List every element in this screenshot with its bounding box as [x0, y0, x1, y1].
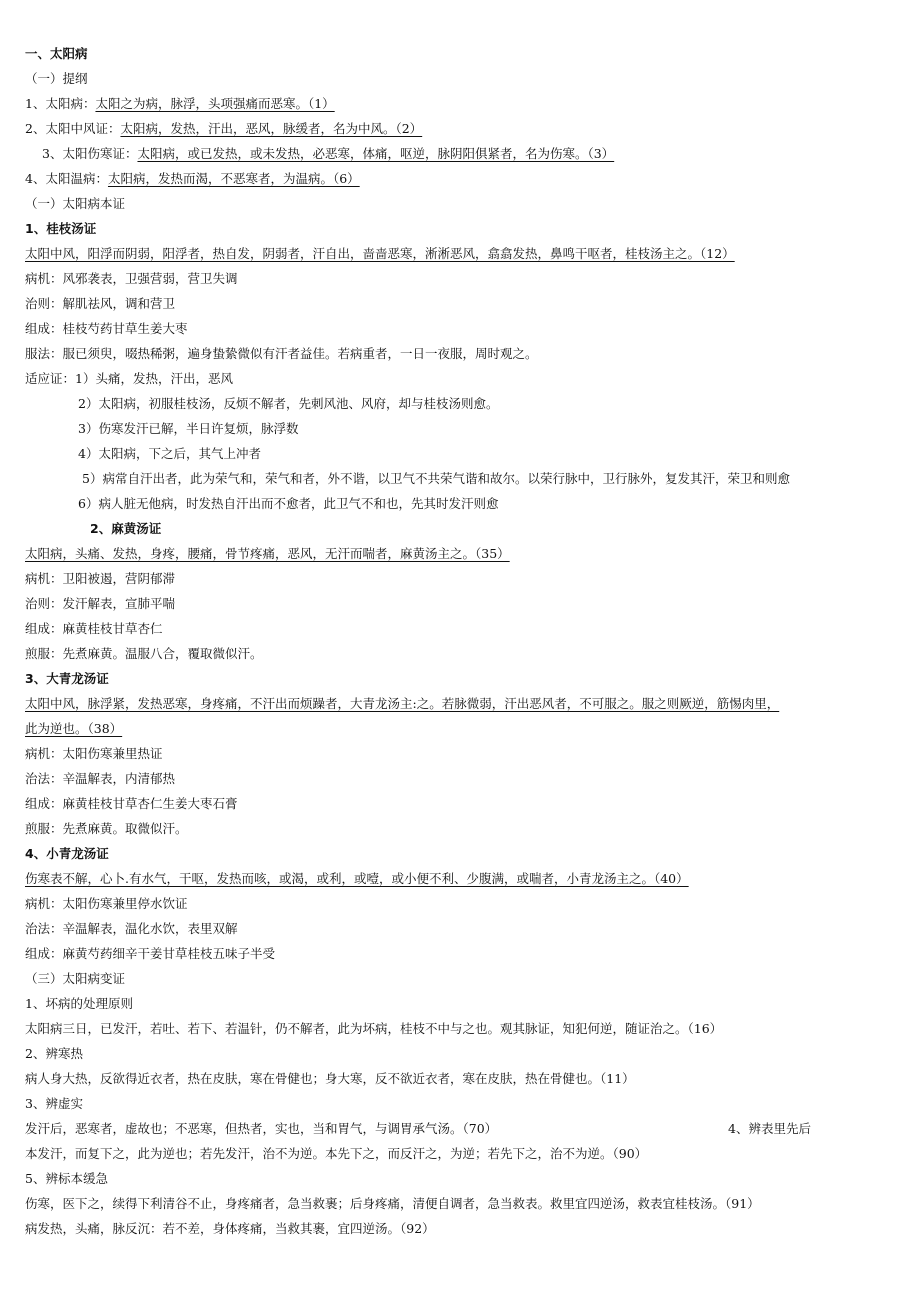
- paragraph-title-4: 4、辨表里先后: [728, 1121, 811, 1136]
- composition-text: 组成：麻黄桂枝甘草杏仁: [25, 621, 163, 636]
- treatment-method-text: 治法：辛温解表，温化水饮，表里双解: [25, 921, 238, 936]
- subsection-title-daqinglong: 3、大青龙汤证: [25, 671, 109, 686]
- composition-text: 组成：麻黄桂枝甘草杏仁生姜大枣石膏: [25, 796, 238, 811]
- subsection-title-guizhi: 1、桂枝汤证: [25, 221, 97, 236]
- outline-label: 1、太阳病：: [25, 96, 96, 111]
- indication-item-5: 5）病常自汗出者，此为荣气和，荣气和者，外不谐，以卫气不共荣气谐和故尔。以荣行脉中，卫行脉外，复发其汗，荣卫和则愈: [82, 471, 790, 486]
- paragraph-text-2: 病人身大热，反欲得近衣者，热在皮肤，寒在骨健也；身大寒，反不欲近衣者，寒在皮肤，热在骨健也。（11）: [25, 1071, 635, 1086]
- indication-label: 适应证：: [25, 371, 76, 386]
- outline-item-1: [25, 95, 335, 113]
- paragraph-title-3: 3、辨虚实: [25, 1096, 83, 1111]
- composition-text: 组成：麻黄芍药细辛干姜甘草桂枝五味子半受: [25, 946, 276, 961]
- section-heading-main-syndrome: （一）太阳病本证: [25, 196, 126, 211]
- outline-item-4: [25, 170, 360, 188]
- paragraph-text-4: 本发汗，而复下之，此为逆也；若先发汗，治不为逆。本先下之，而反汗之，为逆；若先下之，治不为逆。（90）: [25, 1146, 648, 1161]
- clause-text-xiaoqinglong: 伤寒表不解，心卜.有水气，干呕，发热而咳，或渴，或利，或噎，或小便不利、少腹满，或喘者，小青龙汤主之。（40）: [25, 871, 689, 886]
- outline-item-3: [42, 145, 614, 163]
- administration-text: 服法：服已须臾，啜热稀粥，遍身蛰絷微似有汗者益佳。若病重者，一日一夜服，周时观之。: [25, 346, 538, 361]
- treatment-principle-text: 治则：发汗解表，宣肺平喘: [25, 596, 176, 611]
- clause-text-daqinglong-line1: 太阳中风，脉浮紧，发热恶寒，身疼痛，不汗出而烦躁者，大青龙汤主:之。若脉微弱，汗出恶风者，不可服之。服之则厥逆，筋惕肉里，: [25, 696, 780, 711]
- outline-item-2: [25, 120, 422, 138]
- treatment-method-text: 治法：辛温解表，内清郁热: [25, 771, 176, 786]
- outline-text: 太阳病，发热而渴，不恶寒者，为温病。（6）: [107, 171, 360, 186]
- outline-text: 太阳病，或已发热，或未发热，必恶寒，体痛，呕逆，脉阴阳俱紧者，名为伤寒。（3）: [137, 146, 615, 161]
- clause-text-mahuang: 太阳病，头痛、发热，身疼，腰痛，骨节疼痛，恶风，无汗而喘者，麻黄汤主之。（35）: [25, 546, 510, 561]
- indication-item-3: 3）伤寒发汗已解，半日许复烦，脉浮数: [78, 421, 299, 436]
- subsection-title-mahuang: 2、麻黄汤证: [90, 521, 162, 536]
- clause-text-guizhi: 太阳中风，阳浮而阴弱，阳浮者，热自发，阴弱者，汗自出，啬啬恶寒，淅淅恶风，翕翕发热，鼻鸣干呕者，桂枝汤主之。（12）: [25, 246, 735, 261]
- pathogenesis-text: 病机：卫阳被遏，营阴郁滞: [25, 571, 176, 586]
- paragraph-title-2: 2、辨寒热: [25, 1046, 83, 1061]
- outline-label: 2、太阳中风证：: [25, 121, 121, 136]
- subsection-title-xiaoqinglong: 4、小青龙汤证: [25, 846, 109, 861]
- outline-text: 太阳病，发热，汗出，恶风，脉缓者，名为中风。（2）: [120, 121, 423, 136]
- section-heading-transmuted: （三）太阳病变证: [25, 971, 126, 986]
- indication-item-6: 6）病人脏无他病，时发热自汗出而不愈者，此卫气不和也，先其时发汗则愈: [78, 496, 499, 511]
- pathogenesis-text: 病机：太阳伤寒兼里热证: [25, 746, 163, 761]
- clause-text-daqinglong-line2: 此为逆也。（38）: [25, 721, 123, 736]
- paragraph-text-3: 发汗后，恶寒者，虚故也；不恶寒，但热者，实也，当和胃气，与调胃承气汤。（70）: [25, 1121, 498, 1136]
- paragraph-title-5: 5、辨标本缓急: [25, 1171, 108, 1186]
- pathogenesis-text: 病机：风邪袭表，卫强营弱，营卫失调: [25, 271, 238, 286]
- outline-label: 4、太阳温病：: [25, 171, 108, 186]
- indication-item-2: 2）太阳病，初服桂枝汤，反烦不解者，先刺风池、风府，却与桂枝汤则愈。: [78, 396, 499, 411]
- indication-item-1: 适应证：1）头痛，发热，汗出，恶风: [25, 371, 233, 386]
- paragraph-text-5b: 病发热，头痛，脉反沉：若不差，身体疼痛，当救其裹，宜四逆汤。（92）: [25, 1221, 435, 1236]
- section-heading-outline: （一）提纲: [25, 71, 88, 86]
- chapter-title: 一、太阳病: [25, 46, 88, 61]
- paragraph-text-1: 太阳病三日，已发汗，若吐、若下、若温针，仍不解者，此为坏病，桂枝不中与之也。观其脉证，知犯何逆，随证治之。（16）: [25, 1021, 723, 1036]
- indication-item-4: 4）太阳病，下之后，其气上冲者: [78, 446, 261, 461]
- paragraph-text-5a: 伤寒，医下之，续得下利清谷不止，身疼痛者，急当救裹；后身疼痛，清便自调者，急当救表。救里宜四逆汤，救表宜桂枝汤。（91）: [25, 1196, 760, 1211]
- decoction-text: 煎服：先煮麻黄。温服八合，覆取微似汗。: [25, 646, 263, 661]
- composition-text: 组成：桂枝芍药甘草生姜大枣: [25, 321, 188, 336]
- outline-label: 3、太阳伤寒证：: [42, 146, 138, 161]
- pathogenesis-text: 病机：太阳伤寒兼里停水饮证: [25, 896, 188, 911]
- paragraph-title-1: 1、坏病的处理原则: [25, 996, 133, 1011]
- decoction-text: 煎服：先煮麻黄。取微似汗。: [25, 821, 188, 836]
- treatment-principle-text: 治则：解肌祛风，调和营卫: [25, 296, 176, 311]
- outline-text: 太阳之为病，脉浮，头项强痛而恶寒。（1）: [95, 96, 335, 111]
